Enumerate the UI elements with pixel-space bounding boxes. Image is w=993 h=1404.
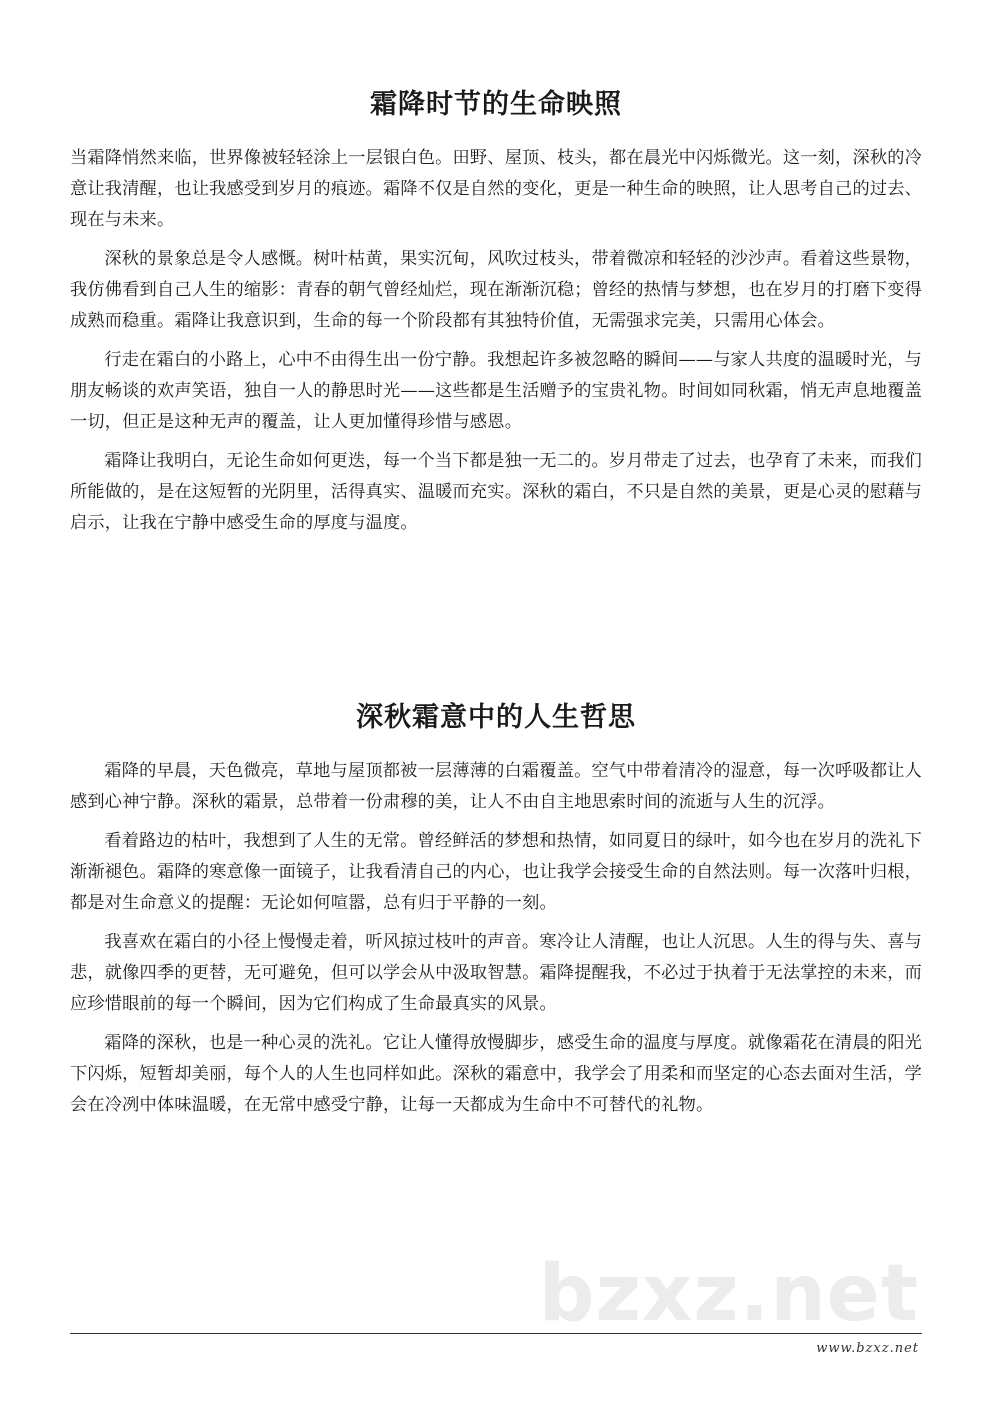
- article-paragraph: 深秋的景象总是令人感慨。树叶枯黄，果实沉甸，风吹过枝头，带着微凉和轻轻的沙沙声。看着这些景物，我仿佛看到自己人生的缩影：青春的朝气曾经灿烂，现在渐渐沉稳；曾经的热情与梦想，也在岁月的打磨下变得成熟而稳重。霜降让我意识到，生命的每一个阶段都有其独特价值，无需强求完美，只需用心体会。: [70, 249, 922, 331]
- article-2: [70, 695, 922, 1129]
- article-paragraph: 霜降的早晨，天色微亮，草地与屋顶都被一层薄薄的白霜覆盖。空气中带着清冷的湿意，每一次呼吸都让人感到心神宁静。深秋的霜景，总带着一份肃穆的美，让人不由自主地思索时间的流逝与人生的沉浮。: [70, 761, 922, 812]
- article-paragraph: 看着路边的枯叶，我想到了人生的无常。曾经鲜活的梦想和热情，如同夏日的绿叶，如今也在岁月的洗礼下渐渐褪色。霜降的寒意像一面镜子，让我看清自己的内心，也让我学会接受生命的自然法则。每一次落叶归根，都是对生命意义的提醒：无论如何喧嚣，总有归于平静的一刻。: [70, 831, 922, 913]
- footer-divider: [70, 1333, 922, 1334]
- article-paragraph: 霜降的深秋，也是一种心灵的洗礼。它让人懂得放慢脚步，感受生命的温度与厚度。就像霜花在清晨的阳光下闪烁，短暂却美丽，每个人的人生也同样如此。深秋的霜意中，我学会了用柔和而坚定的心态去面对生活，学会在冷冽中体味温暖，在无常中感受宁静，让每一天都成为生命中不可替代的礼物。: [70, 1033, 922, 1115]
- article-title: 深秋霜意中的人生哲思: [356, 702, 636, 733]
- document-page: [70, 0, 922, 1115]
- footer-url: www.bzxz.net: [816, 1341, 919, 1356]
- article-title: 霜降时节的生命映照: [370, 89, 622, 120]
- article-paragraph: 霜降让我明白，无论生命如何更迭，每一个当下都是独一无二的。岁月带走了过去，也孕育了未来，而我们所能做的，是在这短暂的光阴里，活得真实、温暖而充实。深秋的霜白，不只是自然的美景，更是心灵的慰藉与启示，让我在宁静中感受生命的厚度与温度。: [70, 451, 922, 533]
- article-1: [70, 82, 922, 539]
- article-paragraph: 我喜欢在霜白的小径上慢慢走着，听风掠过枝叶的声音。寒冷让人清醒，也让人沉思。人生的得与失、喜与悲，就像四季的更替，无可避免，但可以学会从中汲取智慧。霜降提醒我，不必过于执着于无法掌控的未来，而应珍惜眼前的每一个瞬间，因为它们构成了生命最真实的风景。: [70, 932, 922, 1014]
- watermark-logo: bzxz.net: [538, 1249, 919, 1339]
- article-paragraph: 当霜降悄然来临，世界像被轻轻涂上一层银白色。田野、屋顶、枝头，都在晨光中闪烁微光。这一刻，深秋的冷意让我清醒，也让我感受到岁月的痕迹。霜降不仅是自然的变化，更是一种生命的映照，让人思考自己的过去、现在与未来。: [70, 148, 922, 230]
- article-paragraph: 行走在霜白的小路上，心中不由得生出一份宁静。我想起许多被忽略的瞬间——与家人共度的温暖时光，与朋友畅谈的欢声笑语，独自一人的静思时光——这些都是生活赠予的宝贵礼物。时间如同秋霜，悄无声息地覆盖一切，但正是这种无声的覆盖，让人更加懂得珍惜与感恩。: [70, 350, 922, 432]
